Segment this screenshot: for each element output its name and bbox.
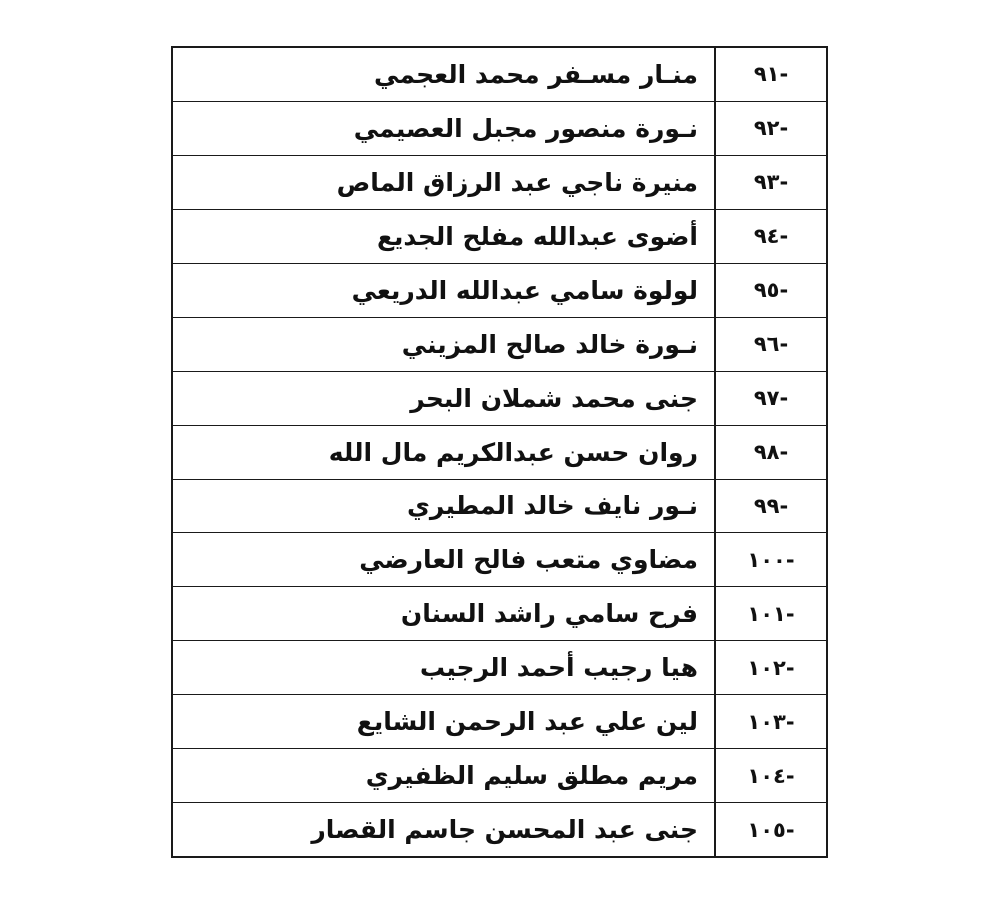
table-row (173, 533, 826, 587)
row-number: -٩٢ (714, 102, 826, 155)
student-name: جنى محمد شملان البحر (410, 383, 698, 413)
table-row (173, 480, 826, 534)
student-name: هيا رجيب أحمد الرجيب (419, 653, 698, 683)
row-number: -٩١ (714, 48, 826, 101)
student-name: نـورة منصور مجبل العصيمي (353, 113, 698, 143)
table-row (173, 156, 826, 210)
table-row (173, 641, 826, 695)
row-number: -٩٩ (714, 480, 826, 533)
table-row (173, 210, 826, 264)
row-number: -١٠٢ (714, 641, 826, 694)
table-row (173, 48, 826, 102)
row-number: -٩٥ (714, 264, 826, 317)
student-name: روان حسن عبدالكريم مال الله (328, 437, 698, 467)
student-name: مريم مطلق سليم الظفيري (365, 761, 698, 791)
student-name: فرح سامي راشد السنان (400, 599, 698, 629)
table-row (173, 264, 826, 318)
table-row (173, 749, 826, 803)
student-name: أضوى عبدالله مفلح الجديع (376, 221, 698, 251)
student-name: منـار مسـفر محمد العجمي (374, 59, 698, 89)
row-number: -١٠٥ (714, 803, 826, 856)
student-name: لولوة سامي عبدالله الدريعي (351, 275, 698, 305)
table-row (173, 318, 826, 372)
names-table (171, 46, 828, 858)
table-row (173, 426, 826, 480)
row-number: -٩٤ (714, 210, 826, 263)
table-row (173, 102, 826, 156)
table-row (173, 695, 826, 749)
student-name: منيرة ناجي عبد الرزاق الماص (336, 167, 698, 197)
student-name: مضاوي متعب فالح العارضي (359, 545, 698, 575)
table-row (173, 587, 826, 641)
row-number: -٩٧ (714, 372, 826, 425)
table-row (173, 372, 826, 426)
table-row (173, 803, 826, 856)
row-number: -١٠٣ (714, 695, 826, 748)
row-number: -١٠٠ (714, 533, 826, 586)
row-number: -٩٣ (714, 156, 826, 209)
row-number: -٩٦ (714, 318, 826, 371)
row-number: -٩٨ (714, 426, 826, 479)
row-number: -١٠١ (714, 587, 826, 640)
student-name: نـورة خالد صالح المزيني (401, 329, 698, 359)
student-name: نـور نايف خالد المطيري (406, 491, 698, 521)
student-name: جنى عبد المحسن جاسم القصار (311, 815, 698, 845)
student-name: لين علي عبد الرحمن الشايع (356, 707, 698, 737)
row-number: -١٠٤ (714, 749, 826, 802)
